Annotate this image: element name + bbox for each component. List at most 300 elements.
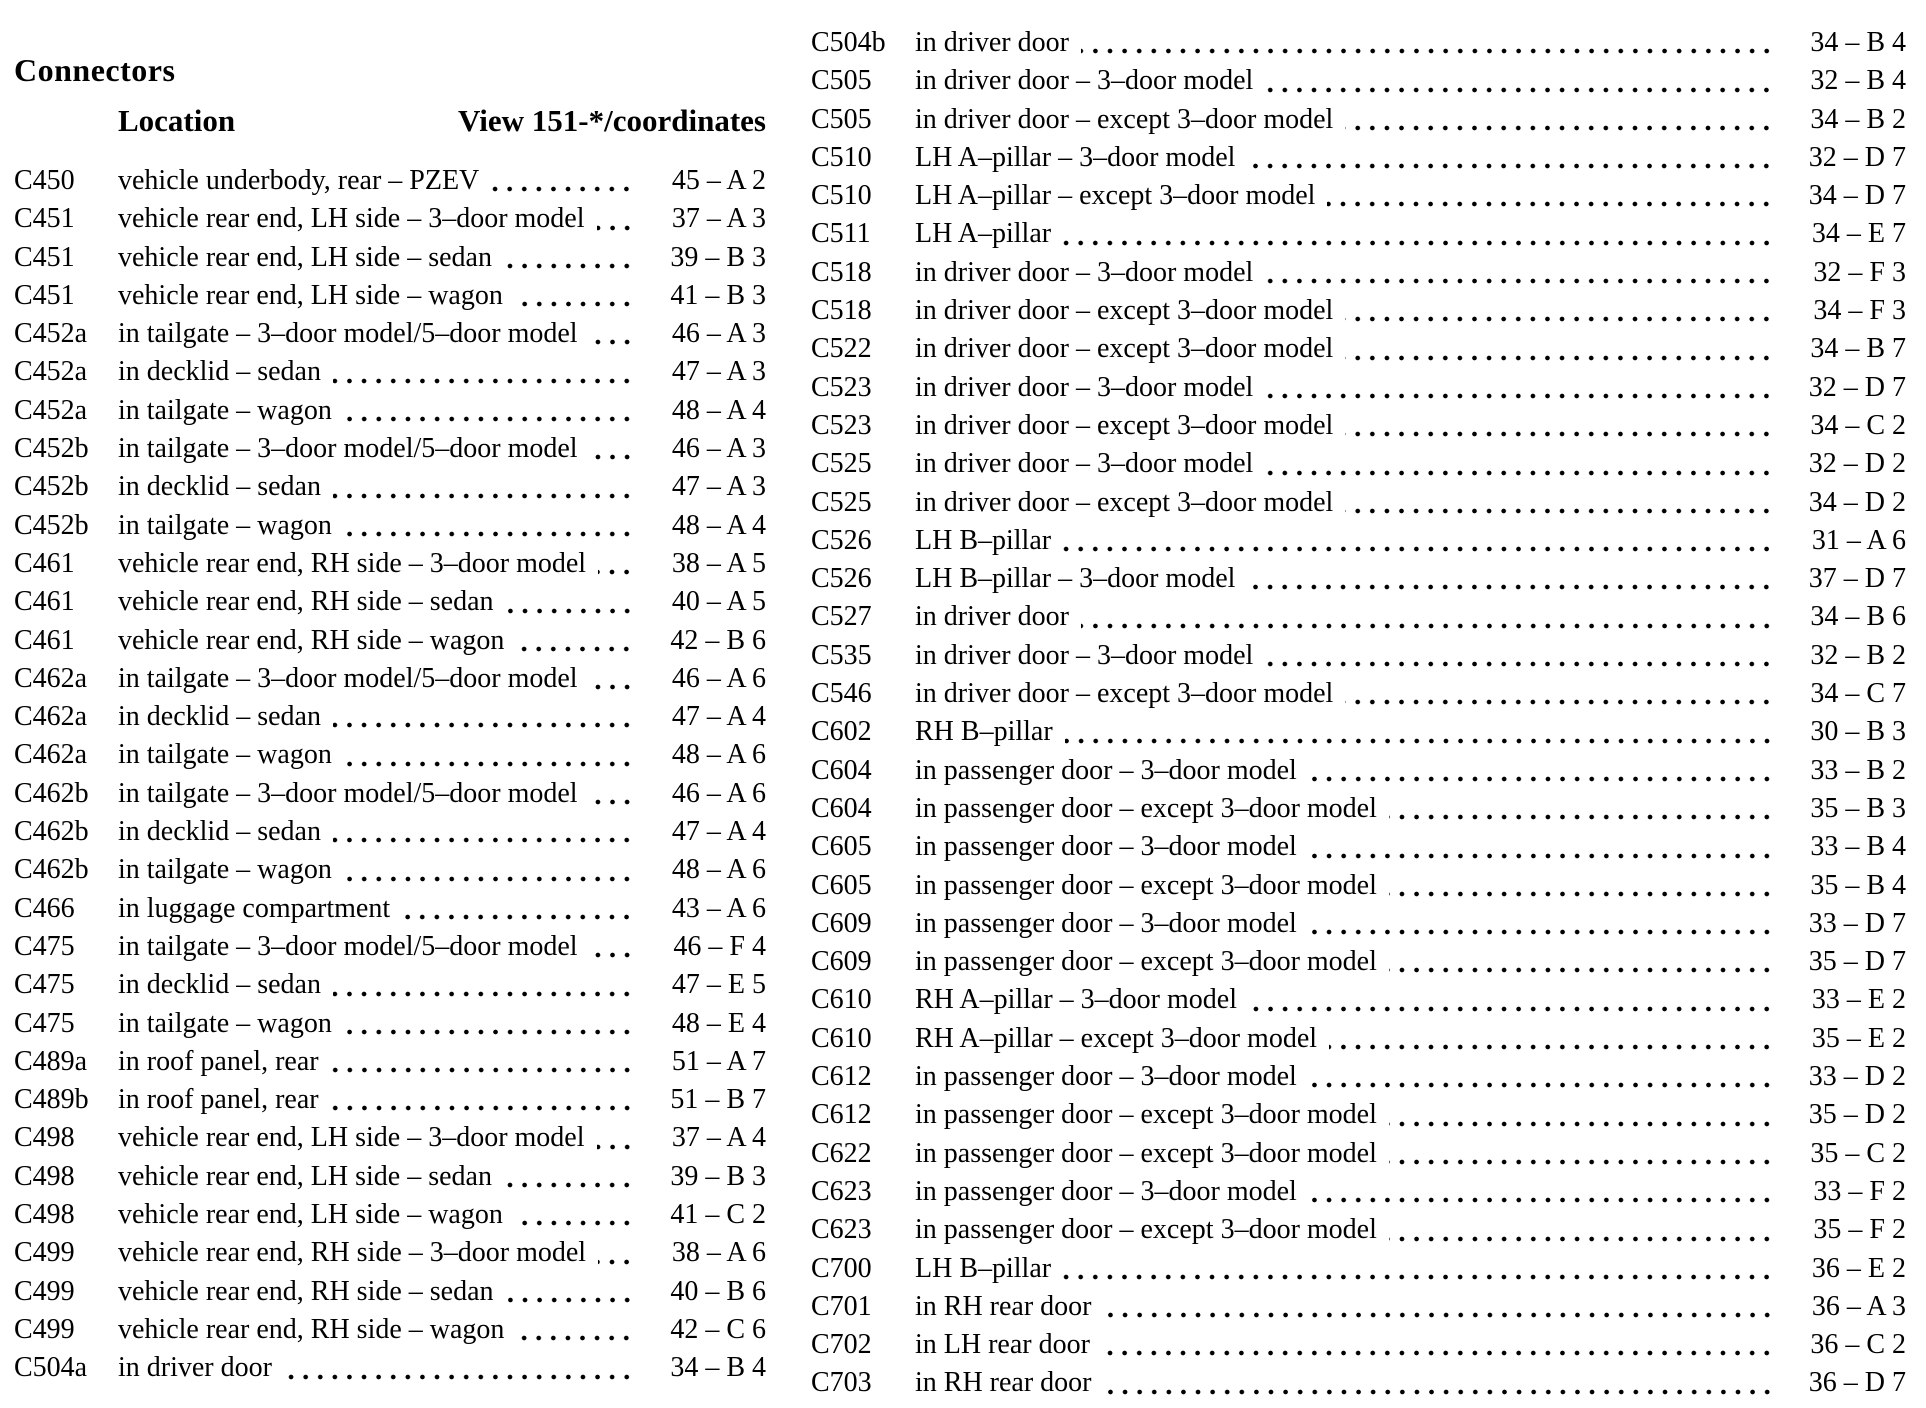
dot-leader: [344, 1008, 634, 1046]
table-row: [811, 295, 1906, 333]
table-row: [14, 471, 766, 509]
connector-id: C604: [811, 792, 872, 824]
dot-leader: [333, 816, 634, 854]
view-coordinate: 33 – B 2: [1810, 754, 1906, 786]
connector-location: in decklid – sedan: [118, 356, 321, 388]
view-coordinate: 34 – C 7: [1810, 678, 1906, 710]
view-coordinate: 34 – D 2: [1808, 486, 1906, 518]
table-row: [14, 816, 766, 854]
view-coordinate: 40 – B 6: [670, 1275, 766, 1307]
connector-location: LH B–pillar: [915, 1252, 1052, 1284]
connector-location: in tailgate – wagon: [118, 394, 332, 426]
table-row: [14, 1314, 766, 1352]
dot-leader: [1389, 793, 1774, 831]
connector-location: in passenger door – 3–door model: [915, 754, 1297, 786]
connector-id: C462b: [14, 854, 89, 886]
connector-location: in luggage compartment: [118, 892, 391, 924]
connector-location: vehicle rear end, RH side – 3–door model: [118, 1237, 587, 1269]
dot-leader: [1063, 218, 1774, 256]
dot-leader: [344, 854, 634, 892]
connector-id: C511: [811, 218, 871, 250]
connector-location: in driver door – 3–door model: [915, 256, 1254, 288]
connector-id: C499: [14, 1313, 75, 1345]
connector-id: C703: [811, 1367, 872, 1399]
dot-leader: [1309, 831, 1774, 869]
connector-id: C461: [14, 586, 75, 618]
connector-id: C522: [811, 333, 872, 365]
table-row: [14, 854, 766, 892]
table-row: [811, 142, 1906, 180]
connector-id: C602: [811, 716, 872, 748]
view-coordinate: 48 – A 6: [671, 854, 766, 886]
connector-list-left: [14, 165, 766, 1391]
dot-leader: [597, 203, 634, 241]
connector-id: C498: [14, 1122, 75, 1154]
view-coordinate: 34 – B 4: [1810, 27, 1906, 58]
table-row: [14, 1122, 766, 1160]
table-row: [811, 180, 1906, 218]
connector-location: in passenger door – 3–door model: [915, 831, 1297, 863]
view-coordinate: 32 – D 7: [1808, 371, 1906, 403]
connector-location: in driver door – except 3–door model: [915, 295, 1334, 327]
connector-location: in LH rear door: [915, 1329, 1090, 1361]
connector-location: LH A–pillar – except 3–door model: [915, 180, 1316, 212]
table-row: [14, 395, 766, 433]
view-coordinate: 32 – F 3: [1813, 256, 1906, 288]
view-coordinate: 46 – A 6: [671, 777, 766, 809]
table-row: [811, 487, 1906, 525]
connector-id: C518: [811, 295, 872, 327]
view-coordinate: 47 – A 3: [671, 356, 766, 388]
location-column-header: Location: [118, 103, 236, 138]
dot-leader: [504, 1161, 634, 1199]
view-coordinate: 36 – E 2: [1811, 1252, 1906, 1284]
connector-id: C523: [811, 371, 872, 403]
dot-leader: [597, 1122, 634, 1160]
table-row: [14, 203, 766, 241]
connector-location: in driver door – 3–door model: [915, 65, 1254, 97]
table-row: [14, 778, 766, 816]
dot-leader: [1345, 295, 1774, 333]
table-row: [14, 1046, 766, 1084]
connector-location: in passenger door – except 3–door model: [915, 869, 1377, 901]
dot-leader: [1081, 27, 1774, 65]
dot-leader: [344, 395, 634, 433]
view-coordinate: 31 – A 6: [1811, 524, 1906, 556]
connector-id: C466: [14, 892, 75, 924]
connector-id: C452a: [14, 318, 88, 350]
connector-id: C702: [811, 1329, 872, 1361]
connector-id: C452a: [14, 394, 88, 426]
table-row: [811, 1176, 1906, 1214]
view-coordinate: 33 – B 4: [1810, 831, 1906, 863]
dot-leader: [1265, 257, 1774, 295]
connector-id: C452b: [14, 471, 89, 503]
connector-id: C475: [14, 969, 75, 1001]
view-coordinate: 35 – D 7: [1808, 946, 1906, 978]
connector-location: vehicle rear end, LH side – sedan: [118, 241, 492, 273]
view-coordinate: 34 – F 3: [1813, 295, 1906, 327]
right-column: [811, 0, 1906, 1408]
view-coordinate: 39 – B 3: [670, 1160, 766, 1192]
connector-location: in tailgate – 3–door model/5–door model: [118, 777, 578, 809]
dot-leader: [1327, 180, 1774, 218]
dot-leader: [1309, 1061, 1774, 1099]
table-row: [14, 1237, 766, 1275]
connector-id: C526: [811, 524, 872, 556]
connector-location: in passenger door – except 3–door model: [915, 1214, 1377, 1246]
view-coordinate: 30 – B 3: [1810, 716, 1906, 748]
connector-location: in tailgate – 3–door model/5–door model: [118, 662, 578, 694]
dot-leader: [1247, 563, 1774, 601]
dot-leader: [402, 893, 634, 931]
view-coordinate: 38 – A 5: [671, 547, 766, 579]
view-coordinate: 43 – A 6: [671, 892, 766, 924]
dot-leader: [1081, 601, 1774, 639]
connector-location: in RH rear door: [915, 1367, 1092, 1399]
connector-id: C489b: [14, 1084, 89, 1116]
table-row: [811, 946, 1906, 984]
connector-location: vehicle underbody, rear – PZEV: [118, 165, 480, 196]
connector-location: in driver door – 3–door model: [915, 371, 1254, 403]
connector-location: in tailgate – wagon: [118, 854, 332, 886]
table-header: [14, 103, 766, 139]
connector-location: in driver door – 3–door model: [915, 639, 1254, 671]
connector-id: C525: [811, 486, 872, 518]
view-coordinate: 33 – F 2: [1813, 1175, 1906, 1207]
connector-id: C610: [811, 1022, 872, 1054]
dot-leader: [515, 280, 634, 318]
dot-leader: [1329, 1023, 1774, 1061]
table-row: [811, 525, 1906, 563]
dot-leader: [506, 586, 634, 624]
table-row: [811, 1367, 1906, 1405]
view-coordinate: 41 – C 2: [670, 1199, 766, 1231]
connector-location: vehicle rear end, RH side – wagon: [118, 624, 505, 656]
connector-id: C505: [811, 65, 872, 97]
view-coordinate: 37 – A 4: [671, 1122, 766, 1154]
dot-leader: [590, 663, 634, 701]
dot-leader: [1345, 333, 1774, 371]
dot-leader: [491, 165, 634, 203]
connector-id: C622: [811, 1137, 872, 1169]
connector-location: RH A–pillar – except 3–door model: [915, 1022, 1318, 1054]
table-row: [811, 104, 1906, 142]
connector-id: C609: [811, 946, 872, 978]
dot-leader: [1345, 104, 1774, 142]
connector-location: vehicle rear end, RH side – sedan: [118, 586, 494, 618]
connector-location: in passenger door – except 3–door model: [915, 792, 1377, 824]
connector-id: C499: [14, 1237, 75, 1269]
view-coordinate: 34 – B 2: [1810, 103, 1906, 135]
connector-id: C610: [811, 984, 872, 1016]
connector-location: vehicle rear end, LH side – sedan: [118, 1160, 492, 1192]
connector-id: C510: [811, 141, 872, 173]
view-coordinates-column-header: View 151-*/coordinates: [458, 103, 766, 138]
dot-leader: [1249, 984, 1774, 1022]
table-row: [811, 870, 1906, 908]
table-row: [811, 257, 1906, 295]
table-row: [811, 1099, 1906, 1137]
connector-location: in tailgate – 3–door model/5–door model: [118, 433, 578, 465]
table-row: [811, 372, 1906, 410]
view-coordinate: 34 – B 4: [670, 1352, 766, 1384]
table-row: [811, 410, 1906, 448]
view-coordinate: 41 – B 3: [670, 279, 766, 311]
view-coordinate: 48 – A 4: [671, 509, 766, 541]
dot-leader: [1104, 1367, 1774, 1405]
table-row: [14, 663, 766, 701]
table-row: [14, 1008, 766, 1046]
table-row: [811, 27, 1906, 65]
view-coordinate: 40 – A 5: [671, 586, 766, 618]
connector-id: C462a: [14, 739, 88, 771]
dot-leader: [331, 1084, 634, 1122]
connector-location: LH A–pillar – 3–door model: [915, 141, 1236, 173]
connector-location: in driver door – except 3–door model: [915, 678, 1334, 710]
view-coordinate: 37 – D 7: [1808, 563, 1906, 595]
dot-leader: [331, 1046, 634, 1084]
view-coordinate: 38 – A 6: [671, 1237, 766, 1269]
dot-leader: [1345, 410, 1774, 448]
table-row: [811, 831, 1906, 869]
view-coordinate: 39 – B 3: [670, 241, 766, 273]
view-coordinate: 35 – C 2: [1810, 1137, 1906, 1169]
table-row: [14, 318, 766, 356]
dot-leader: [1063, 525, 1774, 563]
view-coordinate: 46 – A 3: [671, 433, 766, 465]
view-coordinate: 34 – E 7: [1811, 218, 1906, 250]
table-row: [811, 1061, 1906, 1099]
dot-leader: [515, 1199, 634, 1237]
connector-location: vehicle rear end, RH side – wagon: [118, 1313, 505, 1345]
view-coordinate: 42 – C 6: [670, 1313, 766, 1345]
connector-id: C461: [14, 547, 75, 579]
dot-leader: [1063, 1253, 1774, 1291]
connector-location: in driver door: [915, 27, 1069, 58]
table-row: [811, 716, 1906, 754]
connector-id: C546: [811, 678, 872, 710]
connector-id: C475: [14, 1007, 75, 1039]
connector-id: C612: [811, 1061, 872, 1093]
table-row: [811, 908, 1906, 946]
view-coordinate: 32 – B 2: [1810, 639, 1906, 671]
dot-leader: [1309, 908, 1774, 946]
view-coordinate: 35 – F 2: [1813, 1214, 1906, 1246]
dot-leader: [590, 931, 634, 969]
connector-id: C451: [14, 279, 75, 311]
table-row: [14, 1161, 766, 1199]
connector-location: in tailgate – wagon: [118, 509, 332, 541]
table-row: [811, 1138, 1906, 1176]
connector-id: C505: [811, 103, 872, 135]
dot-leader: [506, 1276, 634, 1314]
view-coordinate: 35 – E 2: [1811, 1022, 1906, 1054]
connector-id: C623: [811, 1214, 872, 1246]
dot-leader: [1389, 1214, 1774, 1252]
connector-id: C450: [14, 165, 75, 196]
connector-location: in passenger door – 3–door model: [915, 1175, 1297, 1207]
connector-list-right: [811, 27, 1906, 1406]
table-row: [14, 739, 766, 777]
table-row: [811, 218, 1906, 256]
dot-leader: [1102, 1329, 1774, 1367]
connector-location: in roof panel, rear: [118, 1045, 319, 1077]
connector-location: in passenger door – except 3–door model: [915, 1099, 1377, 1131]
table-row: [811, 563, 1906, 601]
connector-id: C510: [811, 180, 872, 212]
dot-leader: [504, 242, 634, 280]
view-coordinate: 34 – C 2: [1810, 409, 1906, 441]
connector-location: in tailgate – wagon: [118, 1007, 332, 1039]
view-coordinate: 36 – D 7: [1808, 1367, 1906, 1399]
dot-leader: [1389, 870, 1774, 908]
connector-location: in driver door – except 3–door model: [915, 333, 1334, 365]
view-coordinate: 34 – B 7: [1810, 333, 1906, 365]
connector-id: C475: [14, 930, 75, 962]
connector-id: C462b: [14, 777, 89, 809]
dot-leader: [1389, 1099, 1774, 1137]
connector-location: in decklid – sedan: [118, 471, 321, 503]
view-coordinate: 48 – E 4: [671, 1007, 766, 1039]
left-column: [14, 0, 766, 1408]
dot-leader: [344, 739, 634, 777]
dot-leader: [1265, 65, 1774, 103]
page-title: Connectors: [14, 52, 176, 88]
view-coordinate: 47 – E 5: [671, 969, 766, 1001]
table-row: [14, 510, 766, 548]
view-coordinate: 51 – A 7: [671, 1045, 766, 1077]
view-coordinate: 34 – D 7: [1808, 180, 1906, 212]
connector-location: vehicle rear end, LH side – wagon: [118, 1199, 503, 1231]
connector-location: RH A–pillar – 3–door model: [915, 984, 1237, 1016]
connector-id: C623: [811, 1175, 872, 1207]
connector-location: vehicle rear end, RH side – sedan: [118, 1275, 494, 1307]
connector-location: in passenger door – except 3–door model: [915, 946, 1377, 978]
connector-location: in decklid – sedan: [118, 969, 321, 1001]
table-row: [811, 984, 1906, 1022]
connector-location: in driver door – except 3–door model: [915, 103, 1334, 135]
connector-location: vehicle rear end, LH side – 3–door model: [118, 1122, 585, 1154]
table-row: [811, 448, 1906, 486]
connector-id: C504b: [811, 27, 886, 58]
table-row: [811, 333, 1906, 371]
dot-leader: [590, 318, 634, 356]
dot-leader: [333, 356, 634, 394]
dot-leader: [1265, 640, 1774, 678]
table-row: [14, 1199, 766, 1237]
dot-leader: [516, 625, 634, 663]
dot-leader: [1247, 142, 1774, 180]
dot-leader: [598, 548, 634, 586]
table-row: [14, 893, 766, 931]
view-coordinate: 33 – E 2: [1811, 984, 1906, 1016]
connector-location: LH B–pillar: [915, 524, 1052, 556]
table-row: [14, 165, 766, 203]
dot-leader: [1345, 487, 1774, 525]
connector-id: C605: [811, 869, 872, 901]
connector-id: C462a: [14, 662, 88, 694]
connector-location: in roof panel, rear: [118, 1084, 319, 1116]
view-coordinate: 37 – A 3: [671, 203, 766, 235]
dot-leader: [1309, 1176, 1774, 1214]
connector-location: in tailgate – wagon: [118, 739, 332, 771]
dot-leader: [1309, 755, 1774, 793]
view-coordinate: 46 – A 3: [671, 318, 766, 350]
table-row: [811, 601, 1906, 639]
table-row: [14, 969, 766, 1007]
dot-leader: [1104, 1291, 1774, 1329]
table-row: [14, 242, 766, 280]
table-row: [811, 640, 1906, 678]
dot-leader: [1389, 1138, 1774, 1176]
connector-location: in driver door: [118, 1352, 272, 1384]
view-coordinate: 46 – F 4: [673, 930, 766, 962]
connector-location: in driver door – except 3–door model: [915, 486, 1334, 518]
table-row: [811, 755, 1906, 793]
table-row: [14, 701, 766, 739]
table-row: [14, 280, 766, 318]
connector-id: C451: [14, 203, 75, 235]
connector-id: C604: [811, 754, 872, 786]
connector-location: RH B–pillar: [915, 716, 1053, 748]
dot-leader: [516, 1314, 634, 1352]
table-row: [14, 1084, 766, 1122]
view-coordinate: 35 – B 4: [1810, 869, 1906, 901]
connector-id: C701: [811, 1290, 872, 1322]
connector-id: C498: [14, 1199, 75, 1231]
connector-id: C535: [811, 639, 872, 671]
connector-id: C452b: [14, 433, 89, 465]
view-coordinate: 32 – D 2: [1808, 448, 1906, 480]
connector-location: LH B–pillar – 3–door model: [915, 563, 1236, 595]
view-coordinate: 34 – B 6: [1810, 601, 1906, 633]
connector-id: C609: [811, 907, 872, 939]
connector-location: in driver door: [915, 601, 1069, 633]
table-row: [14, 625, 766, 663]
connector-id: C451: [14, 241, 75, 273]
view-coordinate: 46 – A 6: [671, 662, 766, 694]
connector-location: in tailgate – 3–door model/5–door model: [118, 930, 578, 962]
connector-location: vehicle rear end, LH side – wagon: [118, 279, 503, 311]
connector-id: C462a: [14, 701, 88, 733]
table-row: [811, 678, 1906, 716]
connector-location: in passenger door – except 3–door model: [915, 1137, 1377, 1169]
connector-location: vehicle rear end, RH side – 3–door model: [118, 547, 587, 579]
dot-leader: [1265, 448, 1774, 486]
table-row: [14, 548, 766, 586]
dot-leader: [333, 471, 634, 509]
dot-leader: [333, 969, 634, 1007]
connector-id: C518: [811, 256, 872, 288]
view-coordinate: 35 – B 3: [1810, 792, 1906, 824]
connector-location: vehicle rear end, LH side – 3–door model: [118, 203, 585, 235]
connector-id: C498: [14, 1160, 75, 1192]
connector-id: C499: [14, 1275, 75, 1307]
view-coordinate: 51 – B 7: [670, 1084, 766, 1116]
connector-location: in decklid – sedan: [118, 816, 321, 848]
connector-id: C461: [14, 624, 75, 656]
view-coordinate: 42 – B 6: [670, 624, 766, 656]
connector-id: C526: [811, 563, 872, 595]
table-row: [811, 1214, 1906, 1252]
table-row: [811, 65, 1906, 103]
table-row: [811, 1253, 1906, 1291]
table-row: [14, 356, 766, 394]
connector-id: C452a: [14, 356, 88, 388]
table-row: [811, 1291, 1906, 1329]
view-coordinate: 36 – A 3: [1811, 1290, 1906, 1322]
